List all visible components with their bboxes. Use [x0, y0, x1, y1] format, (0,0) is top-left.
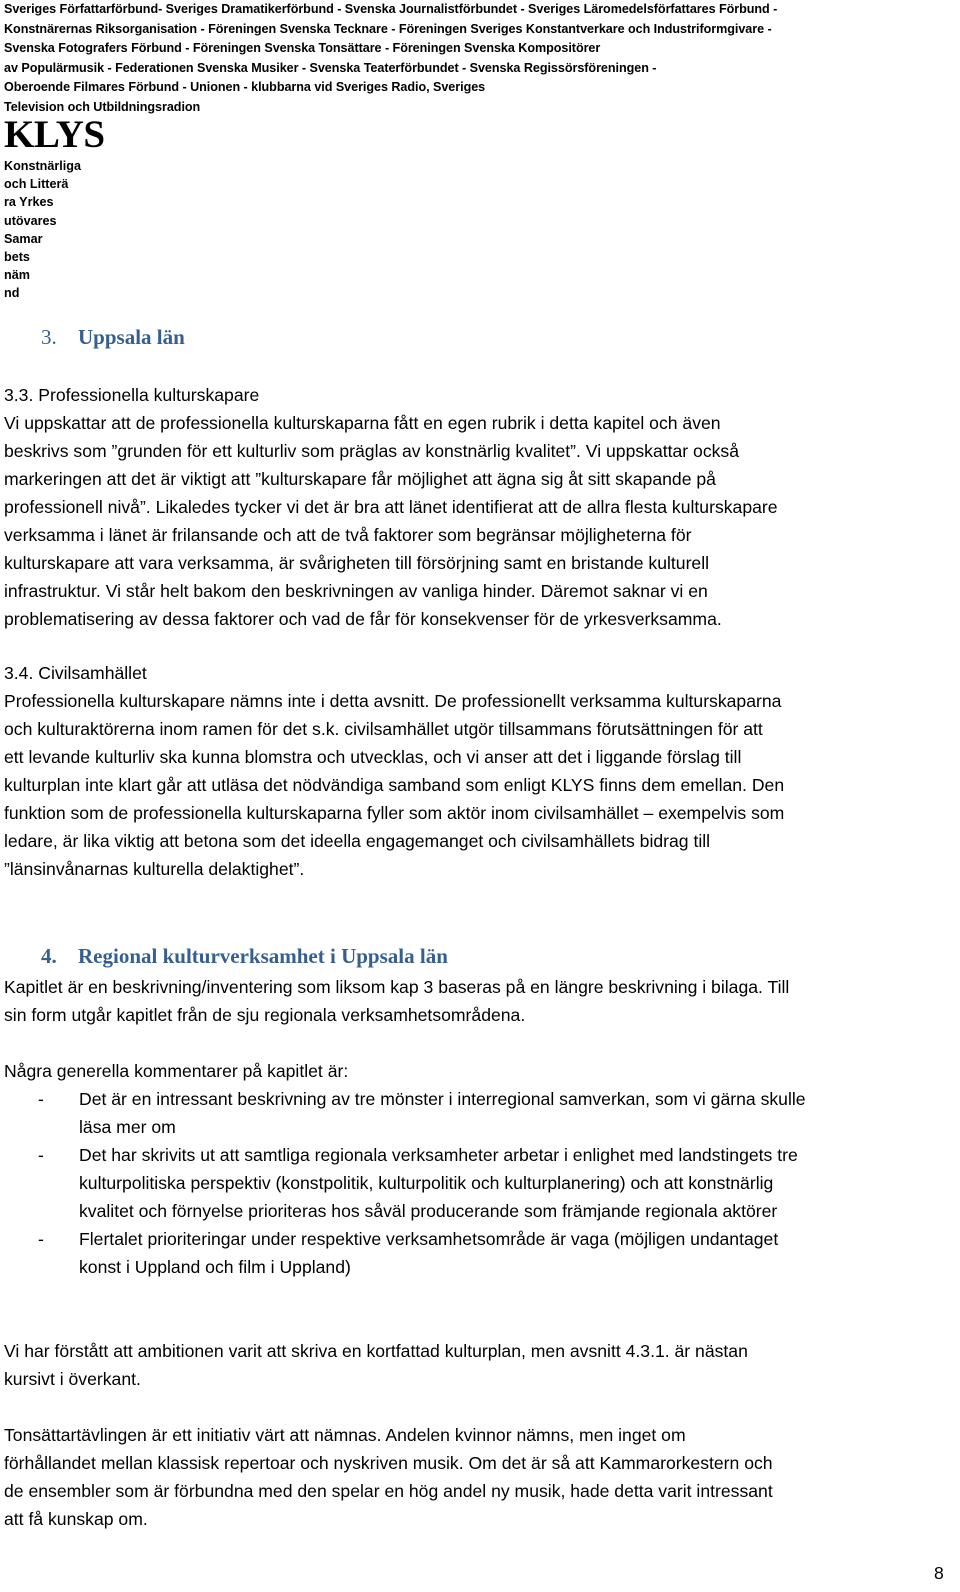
comments-list	[4, 1085, 806, 1281]
section-4-intro	[4, 973, 789, 1029]
text-line: ”länsinvånarnas kulturella delaktighet”.	[4, 859, 305, 879]
paragraph-ambition	[4, 1337, 748, 1393]
logo-subtitle	[4, 157, 81, 303]
organisation-line: Svenska Fotografers Förbund - Föreningen Svenska Tonsättare - Föreningen Svenska Kompositörer	[4, 41, 601, 55]
list-dash: -	[38, 1145, 44, 1165]
organisation-line: Television och Utbildningsradion	[4, 99, 201, 114]
organisation-line: Konstnärernas Riksorganisation - Föreningen Svenska Tecknare - Föreningen Sveriges Konstantverkare och Industriformgivare -	[4, 21, 772, 36]
text-line: och kulturaktörerna inom ramen för det s.k. civilsamhället utgör tillsammans förutsättningen för att	[4, 719, 763, 739]
list-item	[4, 1141, 806, 1225]
text-line: professionell nivå”. Likaledes tycker vi det är bra att länet identifierat att de allra flesta kulturskapare	[4, 497, 778, 517]
text-line: markeringen att det är viktigt att ”kulturskapare får möjlighet att ägna sig åt sitt skapande på	[4, 469, 716, 489]
logo-subtitle-line: bets	[4, 250, 30, 265]
section-3-3	[4, 381, 778, 633]
logo-subtitle-line: Konstnärliga	[4, 159, 81, 173]
list-item	[4, 1085, 806, 1141]
text-line: kvalitet och förnyelse prioriteras hos såväl producerande som främjande regionala aktörer	[79, 1201, 778, 1221]
logo-subtitle-line: utövares	[4, 213, 57, 228]
text-line: Tonsättartävlingen är ett initiativ värt att nämnas. Andelen kvinnor nämns, men inget om	[4, 1425, 686, 1445]
text-line: Vi har förstått att ambitionen varit att skriva en kortfattad kulturplan, men avsnitt 4.3.1. är nästan	[4, 1341, 748, 1361]
section-number: 3.	[41, 325, 57, 349]
text-line: Det har skrivits ut att samtliga regionala verksamheter arbetar i enlighet med landstingets tre	[79, 1145, 798, 1165]
comments-heading	[4, 1057, 348, 1085]
text-line: kulturpolitiska perspektiv (konstpolitik, kulturpolitik och kulturplanering) och att konstnärlig	[79, 1173, 774, 1193]
section-3-4	[4, 659, 784, 883]
text-line: att få kunskap om.	[4, 1509, 148, 1529]
text-line: de ensembler som är förbundna med den spelar en hög andel ny musik, hade detta varit intressant	[4, 1481, 773, 1501]
logo-subtitle-line: och Litterä	[4, 177, 69, 192]
list-dash: -	[38, 1229, 44, 1249]
text-line: konst i Uppland och film i Uppland)	[79, 1257, 351, 1277]
text-line: kursivt i överkant.	[4, 1369, 141, 1389]
text-line: beskrivs som ”grunden för ett kulturliv som präglas av konstnärlig kvalitet”. Vi uppskattar också	[4, 441, 740, 461]
section-4-heading	[41, 944, 448, 969]
organisation-list	[4, 0, 954, 117]
logo-subtitle-line: Samar	[4, 231, 43, 246]
text-line: kulturskapare att vara verksamma, är svårigheten till försörjning samt en bristande kulturell	[4, 553, 710, 573]
paragraph-tonsattartavlingen	[4, 1421, 773, 1533]
organisation-line: Sveriges Författarförbund- Sveriges Dramatikerförbund - Svenska Journalistförbundet - Sveriges Läromedelsförfattares Förbund -	[4, 2, 778, 16]
text-line: infrastruktur. Vi står helt bakom den beskrivningen av vanliga hinder. Däremot saknar vi en	[4, 581, 708, 601]
logo-subtitle-line: ra Yrkes	[4, 195, 54, 210]
list-dash: -	[38, 1089, 44, 1109]
logo-subtitle-line: näm	[4, 268, 30, 283]
logo-subtitle-line: nd	[4, 286, 20, 301]
text-line: Flertalet prioriteringar under respektive verksamhetsområde är vaga (möjligen undantaget	[79, 1229, 779, 1249]
page-number: 8	[934, 1563, 944, 1583]
section-number: 4.	[41, 944, 57, 968]
text-line: förhållandet mellan klassisk repertoar och nyskriven musik. Om det är så att Kammarorkestern och	[4, 1453, 773, 1473]
text-line: Professionella kulturskapare nämns inte i detta avsnitt. De professionellt verksamma kulturskaparna	[4, 691, 782, 711]
text-line: 3.3. Professionella kulturskapare	[4, 385, 260, 405]
section-title: Regional kulturverksamhet i Uppsala län	[78, 944, 448, 968]
logo-title: KLYS	[4, 113, 105, 156]
organisation-line: Oberoende Filmares Förbund - Unionen - klubbarna vid Sveriges Radio, Sveriges	[4, 80, 486, 94]
text-line: kulturplan inte klart går att utläsa det nödvändiga samband som enligt KLYS finns dem emellan. Den	[4, 775, 785, 795]
list-item	[4, 1225, 806, 1281]
text-line: Några generella kommentarer på kapitlet är:	[4, 1061, 349, 1081]
text-line: läsa mer om	[79, 1117, 176, 1137]
text-line: Kapitlet är en beskrivning/inventering som liksom kap 3 baseras på en längre beskrivning i bilaga. Till	[4, 977, 790, 997]
text-line: sin form utgår kapitlet från de sju regionala verksamhetsområdena.	[4, 1005, 526, 1025]
text-line: problematisering av dessa faktorer och vad de får för konsekvenser för de yrkesverksamma.	[4, 609, 722, 629]
section-title: Uppsala län	[78, 325, 185, 349]
text-line: funktion som de professionella kulturskaparna fyller som aktör inom civilsamhället – exempelvis som	[4, 803, 785, 823]
text-line: 3.4. Civilsamhället	[4, 663, 147, 683]
text-line: Det är en intressant beskrivning av tre mönster i interregional samverkan, som vi gärna skulle	[79, 1089, 806, 1109]
text-line: Vi uppskattar att de professionella kulturskaparna fått en egen rubrik i detta kapitel och även	[4, 413, 721, 433]
text-line: verksamma i länet är frilansande och att de två faktorer som begränsar möjligheterna för	[4, 525, 692, 545]
section-3-heading	[41, 325, 185, 350]
text-line: ett levande kulturliv ska kunna blomstra och utvecklas, och vi anser att det i liggande förslag till	[4, 747, 742, 767]
organisation-line: av Populärmusik - Federationen Svenska Musiker - Svenska Teaterförbundet - Svenska Regissörsföreningen -	[4, 60, 657, 75]
text-line: ledare, är lika viktig att betona som det ideella engagemanget och civilsamhällets bidrag till	[4, 831, 711, 851]
